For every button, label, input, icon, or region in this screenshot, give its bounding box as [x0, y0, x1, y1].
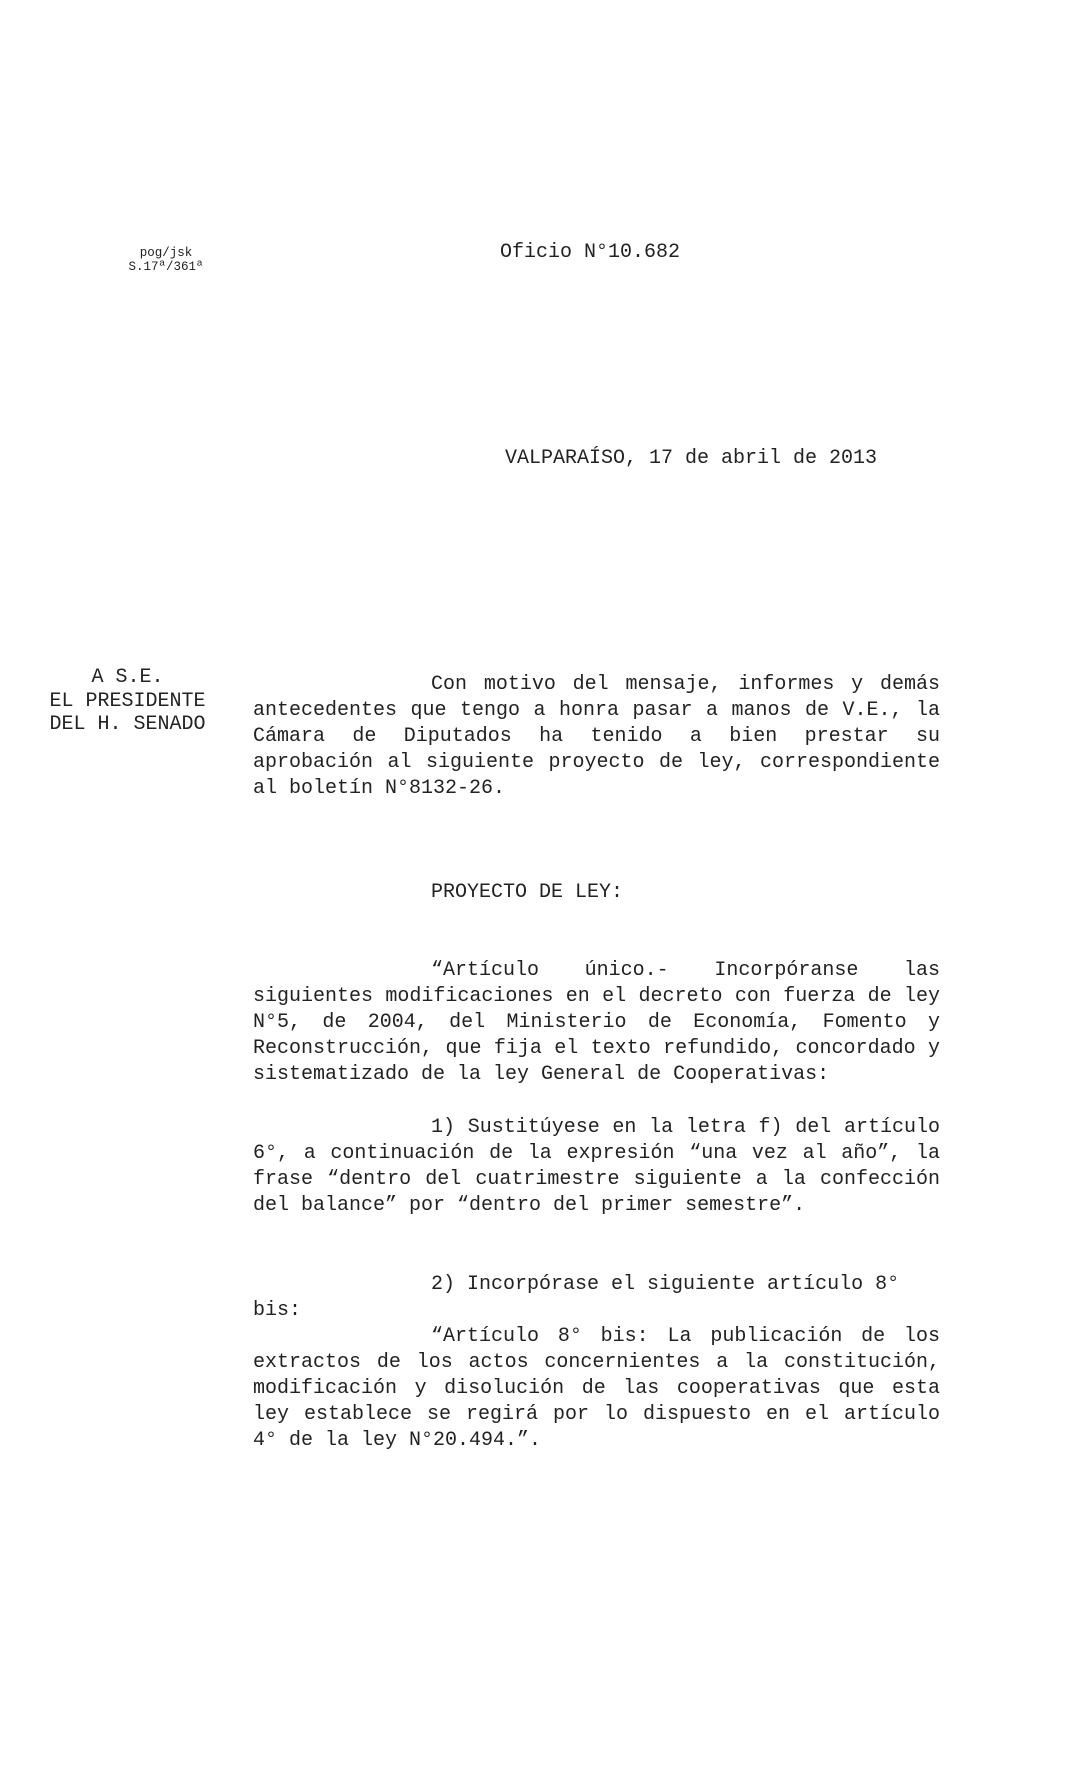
- addressee-line-3: DEL H. SENADO: [49, 713, 206, 736]
- addressee-line-2: EL PRESIDENTE: [49, 689, 206, 713]
- proyecto-section: [253, 880, 940, 906]
- date-line: VALPARAÍSO, 17 de abril de 2013: [505, 447, 878, 470]
- intro-section: [253, 672, 940, 802]
- articulo-section: [253, 958, 940, 1088]
- oficio-number: Oficio N°10.682: [500, 241, 681, 264]
- reference-initials: pog/jsk: [139, 246, 193, 260]
- item1-paragraph: 1) Sustitúyese en la letra f) del artículo 6°, a continuación de la expresión “una vez al año”, la frase “dentro del cuatrimestre siguiente a la confección del balance” por “dentro del primer semestre”.: [253, 1116, 940, 1217]
- item2-paragraph: 2) Incorpórase el siguiente artículo 8° bis:: [253, 1273, 900, 1322]
- addressee-block: [40, 666, 215, 737]
- item2-quote-paragraph: “Artículo 8° bis: La publicación de los extractos de los actos concernientes a la constitución, modificación y disolución de las cooperativas que esta ley establece se regirá por lo dispuesto en el artículo 4° de la ley N°20.494.”.: [253, 1325, 940, 1452]
- reference-session: S.17ª/361ª: [128, 260, 204, 274]
- item2-quote-section: [253, 1324, 940, 1454]
- addressee-line-1: A S.E.: [91, 666, 164, 689]
- item1-section: [253, 1115, 940, 1219]
- articulo-paragraph: “Artículo único.- Incorpóranse las siguientes modificaciones en el decreto con fuerza de ley N°5, de 2004, del Ministerio de Economía, Fomento y Reconstrucción, que fija el texto refundido, concordado y sistematizado de la ley General de Cooperativas:: [253, 959, 940, 1086]
- item2-section: [253, 1272, 940, 1324]
- proyecto-title: PROYECTO DE LEY:: [431, 881, 624, 904]
- reference-block: [108, 246, 224, 274]
- intro-paragraph: Con motivo del mensaje, informes y demás antecedentes que tengo a honra pasar a manos de V.E., la Cámara de Diputados ha tenido a bien prestar su aprobación al siguiente proyecto de ley, correspondiente al boletín N°8132-26.: [253, 673, 940, 800]
